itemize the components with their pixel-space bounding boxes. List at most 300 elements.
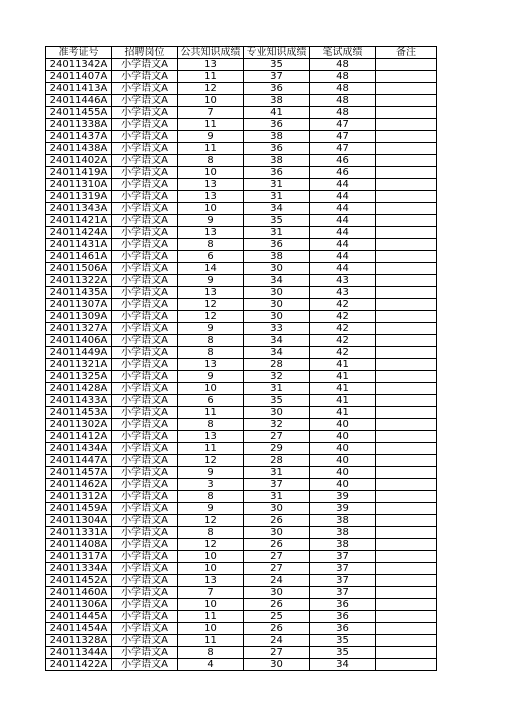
position-cell: 小学语文A xyxy=(112,647,178,659)
table-row xyxy=(46,467,437,479)
table-row xyxy=(46,239,437,251)
exam-id-cell: 24011462A xyxy=(46,479,112,491)
public-knowledge-score-cell: 7 xyxy=(178,107,244,119)
remarks-cell xyxy=(376,647,437,659)
public-knowledge-score-cell: 8 xyxy=(178,347,244,359)
public-knowledge-score-cell: 13 xyxy=(178,575,244,587)
professional-knowledge-score-cell: 38 xyxy=(244,131,310,143)
exam-id-cell: 24011306A xyxy=(46,599,112,611)
exam-id-cell: 24011421A xyxy=(46,215,112,227)
position-cell: 小学语文A xyxy=(112,467,178,479)
table-row xyxy=(46,275,437,287)
public-knowledge-score-cell: 12 xyxy=(178,311,244,323)
written-score-cell: 42 xyxy=(310,323,376,335)
exam-id-cell: 24011460A xyxy=(46,587,112,599)
position-cell: 小学语文A xyxy=(112,563,178,575)
written-score-cell: 38 xyxy=(310,539,376,551)
table-row xyxy=(46,395,437,407)
professional-knowledge-score-cell: 32 xyxy=(244,371,310,383)
written-score-cell: 40 xyxy=(310,419,376,431)
written-score-cell: 37 xyxy=(310,575,376,587)
table-row xyxy=(46,323,437,335)
public-knowledge-score-cell: 13 xyxy=(178,59,244,71)
professional-knowledge-score-cell: 26 xyxy=(244,599,310,611)
table-row xyxy=(46,503,437,515)
professional-knowledge-score-cell: 35 xyxy=(244,395,310,407)
professional-knowledge-score-cell: 34 xyxy=(244,335,310,347)
exam-id-cell: 24011327A xyxy=(46,323,112,335)
public-knowledge-score-cell: 9 xyxy=(178,503,244,515)
professional-knowledge-score-cell: 37 xyxy=(244,71,310,83)
remarks-cell xyxy=(376,635,437,647)
remarks-cell xyxy=(376,167,437,179)
exam-id-cell: 24011412A xyxy=(46,431,112,443)
public-knowledge-score-cell: 12 xyxy=(178,515,244,527)
public-knowledge-score-cell: 8 xyxy=(178,647,244,659)
position-cell: 小学语文A xyxy=(112,371,178,383)
public-knowledge-score-cell: 10 xyxy=(178,167,244,179)
exam-id-cell: 24011325A xyxy=(46,371,112,383)
position-cell: 小学语文A xyxy=(112,119,178,131)
written-score-cell: 37 xyxy=(310,563,376,575)
position-cell: 小学语文A xyxy=(112,587,178,599)
written-score-cell: 39 xyxy=(310,503,376,515)
position-cell: 小学语文A xyxy=(112,107,178,119)
position-cell: 小学语文A xyxy=(112,71,178,83)
exam-id-cell: 24011424A xyxy=(46,227,112,239)
remarks-cell xyxy=(376,191,437,203)
remarks-cell xyxy=(376,479,437,491)
exam-id-cell: 24011438A xyxy=(46,143,112,155)
written-score-cell: 41 xyxy=(310,407,376,419)
public-knowledge-score-cell: 9 xyxy=(178,467,244,479)
table-row xyxy=(46,59,437,71)
header-exam-id: 准考证号 xyxy=(46,47,112,59)
public-knowledge-score-cell: 8 xyxy=(178,239,244,251)
table-row xyxy=(46,443,437,455)
public-knowledge-score-cell: 3 xyxy=(178,479,244,491)
table-row xyxy=(46,311,437,323)
table-row xyxy=(46,515,437,527)
position-cell: 小学语文A xyxy=(112,551,178,563)
public-knowledge-score-cell: 13 xyxy=(178,191,244,203)
public-knowledge-score-cell: 8 xyxy=(178,155,244,167)
exam-id-cell: 24011310A xyxy=(46,179,112,191)
written-score-cell: 40 xyxy=(310,443,376,455)
written-score-cell: 44 xyxy=(310,227,376,239)
professional-knowledge-score-cell: 30 xyxy=(244,407,310,419)
position-cell: 小学语文A xyxy=(112,215,178,227)
position-cell: 小学语文A xyxy=(112,623,178,635)
table-row xyxy=(46,659,437,671)
position-cell: 小学语文A xyxy=(112,395,178,407)
table-row xyxy=(46,563,437,575)
exam-id-cell: 24011422A xyxy=(46,659,112,671)
professional-knowledge-score-cell: 30 xyxy=(244,659,310,671)
written-score-cell: 40 xyxy=(310,479,376,491)
public-knowledge-score-cell: 13 xyxy=(178,359,244,371)
written-score-cell: 44 xyxy=(310,179,376,191)
position-cell: 小学语文A xyxy=(112,155,178,167)
remarks-cell xyxy=(376,599,437,611)
written-score-cell: 47 xyxy=(310,131,376,143)
public-knowledge-score-cell: 13 xyxy=(178,287,244,299)
exam-id-cell: 24011459A xyxy=(46,503,112,515)
exam-id-cell: 24011321A xyxy=(46,359,112,371)
position-cell: 小学语文A xyxy=(112,323,178,335)
remarks-cell xyxy=(376,551,437,563)
exam-id-cell: 24011449A xyxy=(46,347,112,359)
table-row xyxy=(46,143,437,155)
remarks-cell xyxy=(376,455,437,467)
table-row xyxy=(46,383,437,395)
exam-id-cell: 24011419A xyxy=(46,167,112,179)
table-row xyxy=(46,527,437,539)
public-knowledge-score-cell: 12 xyxy=(178,83,244,95)
public-knowledge-score-cell: 8 xyxy=(178,491,244,503)
position-cell: 小学语文A xyxy=(112,143,178,155)
professional-knowledge-score-cell: 31 xyxy=(244,191,310,203)
public-knowledge-score-cell: 9 xyxy=(178,323,244,335)
table-row xyxy=(46,431,437,443)
written-score-cell: 36 xyxy=(310,623,376,635)
remarks-cell xyxy=(376,407,437,419)
written-score-cell: 37 xyxy=(310,551,376,563)
exam-id-cell: 24011447A xyxy=(46,455,112,467)
remarks-cell xyxy=(376,287,437,299)
position-cell: 小学语文A xyxy=(112,167,178,179)
remarks-cell xyxy=(376,371,437,383)
table-row xyxy=(46,155,437,167)
written-score-cell: 43 xyxy=(310,275,376,287)
public-knowledge-score-cell: 11 xyxy=(178,143,244,155)
exam-id-cell: 24011408A xyxy=(46,539,112,551)
public-knowledge-score-cell: 8 xyxy=(178,419,244,431)
professional-knowledge-score-cell: 28 xyxy=(244,359,310,371)
written-score-cell: 39 xyxy=(310,491,376,503)
professional-knowledge-score-cell: 27 xyxy=(244,551,310,563)
position-cell: 小学语文A xyxy=(112,635,178,647)
exam-id-cell: 24011317A xyxy=(46,551,112,563)
table-row xyxy=(46,119,437,131)
remarks-cell xyxy=(376,215,437,227)
remarks-cell xyxy=(376,659,437,671)
professional-knowledge-score-cell: 30 xyxy=(244,587,310,599)
written-score-cell: 41 xyxy=(310,359,376,371)
table-row xyxy=(46,95,437,107)
table-row xyxy=(46,107,437,119)
professional-knowledge-score-cell: 36 xyxy=(244,143,310,155)
position-cell: 小学语文A xyxy=(112,455,178,467)
table-row xyxy=(46,491,437,503)
exam-id-cell: 24011309A xyxy=(46,311,112,323)
remarks-cell xyxy=(376,275,437,287)
table-row xyxy=(46,575,437,587)
exam-id-cell: 24011319A xyxy=(46,191,112,203)
remarks-cell xyxy=(376,347,437,359)
written-score-cell: 44 xyxy=(310,191,376,203)
remarks-cell xyxy=(376,131,437,143)
public-knowledge-score-cell: 11 xyxy=(178,71,244,83)
exam-id-cell: 24011446A xyxy=(46,95,112,107)
table-row xyxy=(46,263,437,275)
position-cell: 小学语文A xyxy=(112,311,178,323)
written-score-cell: 40 xyxy=(310,455,376,467)
remarks-cell xyxy=(376,119,437,131)
written-score-cell: 44 xyxy=(310,251,376,263)
table-row xyxy=(46,251,437,263)
professional-knowledge-score-cell: 34 xyxy=(244,347,310,359)
remarks-cell xyxy=(376,299,437,311)
exam-id-cell: 24011304A xyxy=(46,515,112,527)
position-cell: 小学语文A xyxy=(112,191,178,203)
professional-knowledge-score-cell: 41 xyxy=(244,107,310,119)
header-public-knowledge-score: 公共知识成绩 xyxy=(178,47,244,59)
remarks-cell xyxy=(376,203,437,215)
exam-id-cell: 24011445A xyxy=(46,611,112,623)
position-cell: 小学语文A xyxy=(112,503,178,515)
position-cell: 小学语文A xyxy=(112,443,178,455)
remarks-cell xyxy=(376,527,437,539)
professional-knowledge-score-cell: 37 xyxy=(244,479,310,491)
exam-id-cell: 24011343A xyxy=(46,203,112,215)
written-score-cell: 44 xyxy=(310,203,376,215)
remarks-cell xyxy=(376,83,437,95)
remarks-cell xyxy=(376,443,437,455)
position-cell: 小学语文A xyxy=(112,491,178,503)
remarks-cell xyxy=(376,467,437,479)
public-knowledge-score-cell: 12 xyxy=(178,299,244,311)
remarks-cell xyxy=(376,71,437,83)
table-row xyxy=(46,647,437,659)
exam-id-cell: 24011302A xyxy=(46,419,112,431)
table-row xyxy=(46,71,437,83)
written-score-cell: 35 xyxy=(310,647,376,659)
exam-id-cell: 24011338A xyxy=(46,119,112,131)
table-row xyxy=(46,299,437,311)
written-score-cell: 44 xyxy=(310,263,376,275)
professional-knowledge-score-cell: 31 xyxy=(244,227,310,239)
header-remarks: 备注 xyxy=(376,47,437,59)
exam-id-cell: 24011455A xyxy=(46,107,112,119)
written-score-cell: 48 xyxy=(310,83,376,95)
exam-id-cell: 24011457A xyxy=(46,467,112,479)
table-row xyxy=(46,167,437,179)
remarks-cell xyxy=(376,491,437,503)
remarks-cell xyxy=(376,311,437,323)
exam-id-cell: 24011452A xyxy=(46,575,112,587)
remarks-cell xyxy=(376,395,437,407)
header-row xyxy=(46,47,437,59)
position-cell: 小学语文A xyxy=(112,275,178,287)
public-knowledge-score-cell: 10 xyxy=(178,599,244,611)
remarks-cell xyxy=(376,503,437,515)
professional-knowledge-score-cell: 36 xyxy=(244,83,310,95)
remarks-cell xyxy=(376,623,437,635)
professional-knowledge-score-cell: 27 xyxy=(244,431,310,443)
exam-id-cell: 24011428A xyxy=(46,383,112,395)
table-row xyxy=(46,287,437,299)
professional-knowledge-score-cell: 31 xyxy=(244,491,310,503)
position-cell: 小学语文A xyxy=(112,95,178,107)
position-cell: 小学语文A xyxy=(112,599,178,611)
written-score-cell: 37 xyxy=(310,587,376,599)
remarks-cell xyxy=(376,335,437,347)
public-knowledge-score-cell: 10 xyxy=(178,563,244,575)
remarks-cell xyxy=(376,563,437,575)
remarks-cell xyxy=(376,611,437,623)
written-score-cell: 44 xyxy=(310,215,376,227)
remarks-cell xyxy=(376,515,437,527)
position-cell: 小学语文A xyxy=(112,59,178,71)
professional-knowledge-score-cell: 38 xyxy=(244,251,310,263)
professional-knowledge-score-cell: 35 xyxy=(244,215,310,227)
position-cell: 小学语文A xyxy=(112,347,178,359)
written-score-cell: 38 xyxy=(310,527,376,539)
professional-knowledge-score-cell: 27 xyxy=(244,647,310,659)
written-score-cell: 40 xyxy=(310,467,376,479)
exam-id-cell: 24011344A xyxy=(46,647,112,659)
exam-id-cell: 24011461A xyxy=(46,251,112,263)
public-knowledge-score-cell: 13 xyxy=(178,431,244,443)
professional-knowledge-score-cell: 38 xyxy=(244,155,310,167)
exam-id-cell: 24011322A xyxy=(46,275,112,287)
written-score-cell: 48 xyxy=(310,107,376,119)
written-score-cell: 35 xyxy=(310,635,376,647)
table-row xyxy=(46,455,437,467)
exam-id-cell: 24011331A xyxy=(46,527,112,539)
professional-knowledge-score-cell: 28 xyxy=(244,455,310,467)
position-cell: 小学语文A xyxy=(112,131,178,143)
written-score-cell: 48 xyxy=(310,71,376,83)
exam-id-cell: 24011402A xyxy=(46,155,112,167)
position-cell: 小学语文A xyxy=(112,239,178,251)
exam-id-cell: 24011328A xyxy=(46,635,112,647)
written-score-cell: 48 xyxy=(310,59,376,71)
professional-knowledge-score-cell: 30 xyxy=(244,287,310,299)
exam-id-cell: 24011506A xyxy=(46,263,112,275)
public-knowledge-score-cell: 13 xyxy=(178,227,244,239)
position-cell: 小学语文A xyxy=(112,659,178,671)
professional-knowledge-score-cell: 35 xyxy=(244,59,310,71)
position-cell: 小学语文A xyxy=(112,251,178,263)
written-score-cell: 46 xyxy=(310,155,376,167)
position-cell: 小学语文A xyxy=(112,299,178,311)
professional-knowledge-score-cell: 34 xyxy=(244,275,310,287)
exam-id-cell: 24011413A xyxy=(46,83,112,95)
exam-id-cell: 24011342A xyxy=(46,59,112,71)
remarks-cell xyxy=(376,107,437,119)
table-row xyxy=(46,227,437,239)
public-knowledge-score-cell: 11 xyxy=(178,635,244,647)
table-row xyxy=(46,347,437,359)
public-knowledge-score-cell: 12 xyxy=(178,455,244,467)
written-score-cell: 34 xyxy=(310,659,376,671)
position-cell: 小学语文A xyxy=(112,203,178,215)
position-cell: 小学语文A xyxy=(112,263,178,275)
public-knowledge-score-cell: 9 xyxy=(178,371,244,383)
professional-knowledge-score-cell: 30 xyxy=(244,263,310,275)
public-knowledge-score-cell: 8 xyxy=(178,335,244,347)
exam-id-cell: 24011312A xyxy=(46,491,112,503)
public-knowledge-score-cell: 7 xyxy=(178,587,244,599)
public-knowledge-score-cell: 14 xyxy=(178,263,244,275)
exam-id-cell: 24011453A xyxy=(46,407,112,419)
professional-knowledge-score-cell: 30 xyxy=(244,299,310,311)
professional-knowledge-score-cell: 31 xyxy=(244,467,310,479)
table-row xyxy=(46,371,437,383)
remarks-cell xyxy=(376,155,437,167)
remarks-cell xyxy=(376,143,437,155)
table-row xyxy=(46,179,437,191)
professional-knowledge-score-cell: 30 xyxy=(244,311,310,323)
written-score-cell: 36 xyxy=(310,599,376,611)
score-sheet xyxy=(45,46,437,671)
professional-knowledge-score-cell: 24 xyxy=(244,575,310,587)
written-score-cell: 41 xyxy=(310,371,376,383)
written-score-cell: 42 xyxy=(310,299,376,311)
exam-id-cell: 24011437A xyxy=(46,131,112,143)
table-row xyxy=(46,419,437,431)
remarks-cell xyxy=(376,59,437,71)
public-knowledge-score-cell: 10 xyxy=(178,551,244,563)
position-cell: 小学语文A xyxy=(112,359,178,371)
public-knowledge-score-cell: 13 xyxy=(178,179,244,191)
score-table xyxy=(45,46,437,671)
professional-knowledge-score-cell: 31 xyxy=(244,383,310,395)
table-row xyxy=(46,611,437,623)
professional-knowledge-score-cell: 36 xyxy=(244,119,310,131)
remarks-cell xyxy=(376,263,437,275)
written-score-cell: 47 xyxy=(310,143,376,155)
table-row xyxy=(46,623,437,635)
professional-knowledge-score-cell: 36 xyxy=(244,239,310,251)
position-cell: 小学语文A xyxy=(112,611,178,623)
professional-knowledge-score-cell: 32 xyxy=(244,419,310,431)
position-cell: 小学语文A xyxy=(112,575,178,587)
exam-id-cell: 24011434A xyxy=(46,443,112,455)
exam-id-cell: 24011334A xyxy=(46,563,112,575)
position-cell: 小学语文A xyxy=(112,527,178,539)
professional-knowledge-score-cell: 26 xyxy=(244,539,310,551)
remarks-cell xyxy=(376,239,437,251)
position-cell: 小学语文A xyxy=(112,419,178,431)
public-knowledge-score-cell: 9 xyxy=(178,215,244,227)
remarks-cell xyxy=(376,575,437,587)
table-row xyxy=(46,551,437,563)
public-knowledge-score-cell: 12 xyxy=(178,539,244,551)
table-row xyxy=(46,191,437,203)
header-position: 招聘岗位 xyxy=(112,47,178,59)
position-cell: 小学语文A xyxy=(112,515,178,527)
professional-knowledge-score-cell: 26 xyxy=(244,515,310,527)
position-cell: 小学语文A xyxy=(112,335,178,347)
public-knowledge-score-cell: 10 xyxy=(178,203,244,215)
remarks-cell xyxy=(376,251,437,263)
remarks-cell xyxy=(376,179,437,191)
header-written-score: 笔试成绩 xyxy=(310,47,376,59)
public-knowledge-score-cell: 11 xyxy=(178,443,244,455)
public-knowledge-score-cell: 9 xyxy=(178,131,244,143)
table-row xyxy=(46,479,437,491)
header-professional-knowledge-score: 专业知识成绩 xyxy=(244,47,310,59)
position-cell: 小学语文A xyxy=(112,179,178,191)
public-knowledge-score-cell: 11 xyxy=(178,407,244,419)
professional-knowledge-score-cell: 38 xyxy=(244,95,310,107)
written-score-cell: 41 xyxy=(310,383,376,395)
exam-id-cell: 24011307A xyxy=(46,299,112,311)
professional-knowledge-score-cell: 29 xyxy=(244,443,310,455)
